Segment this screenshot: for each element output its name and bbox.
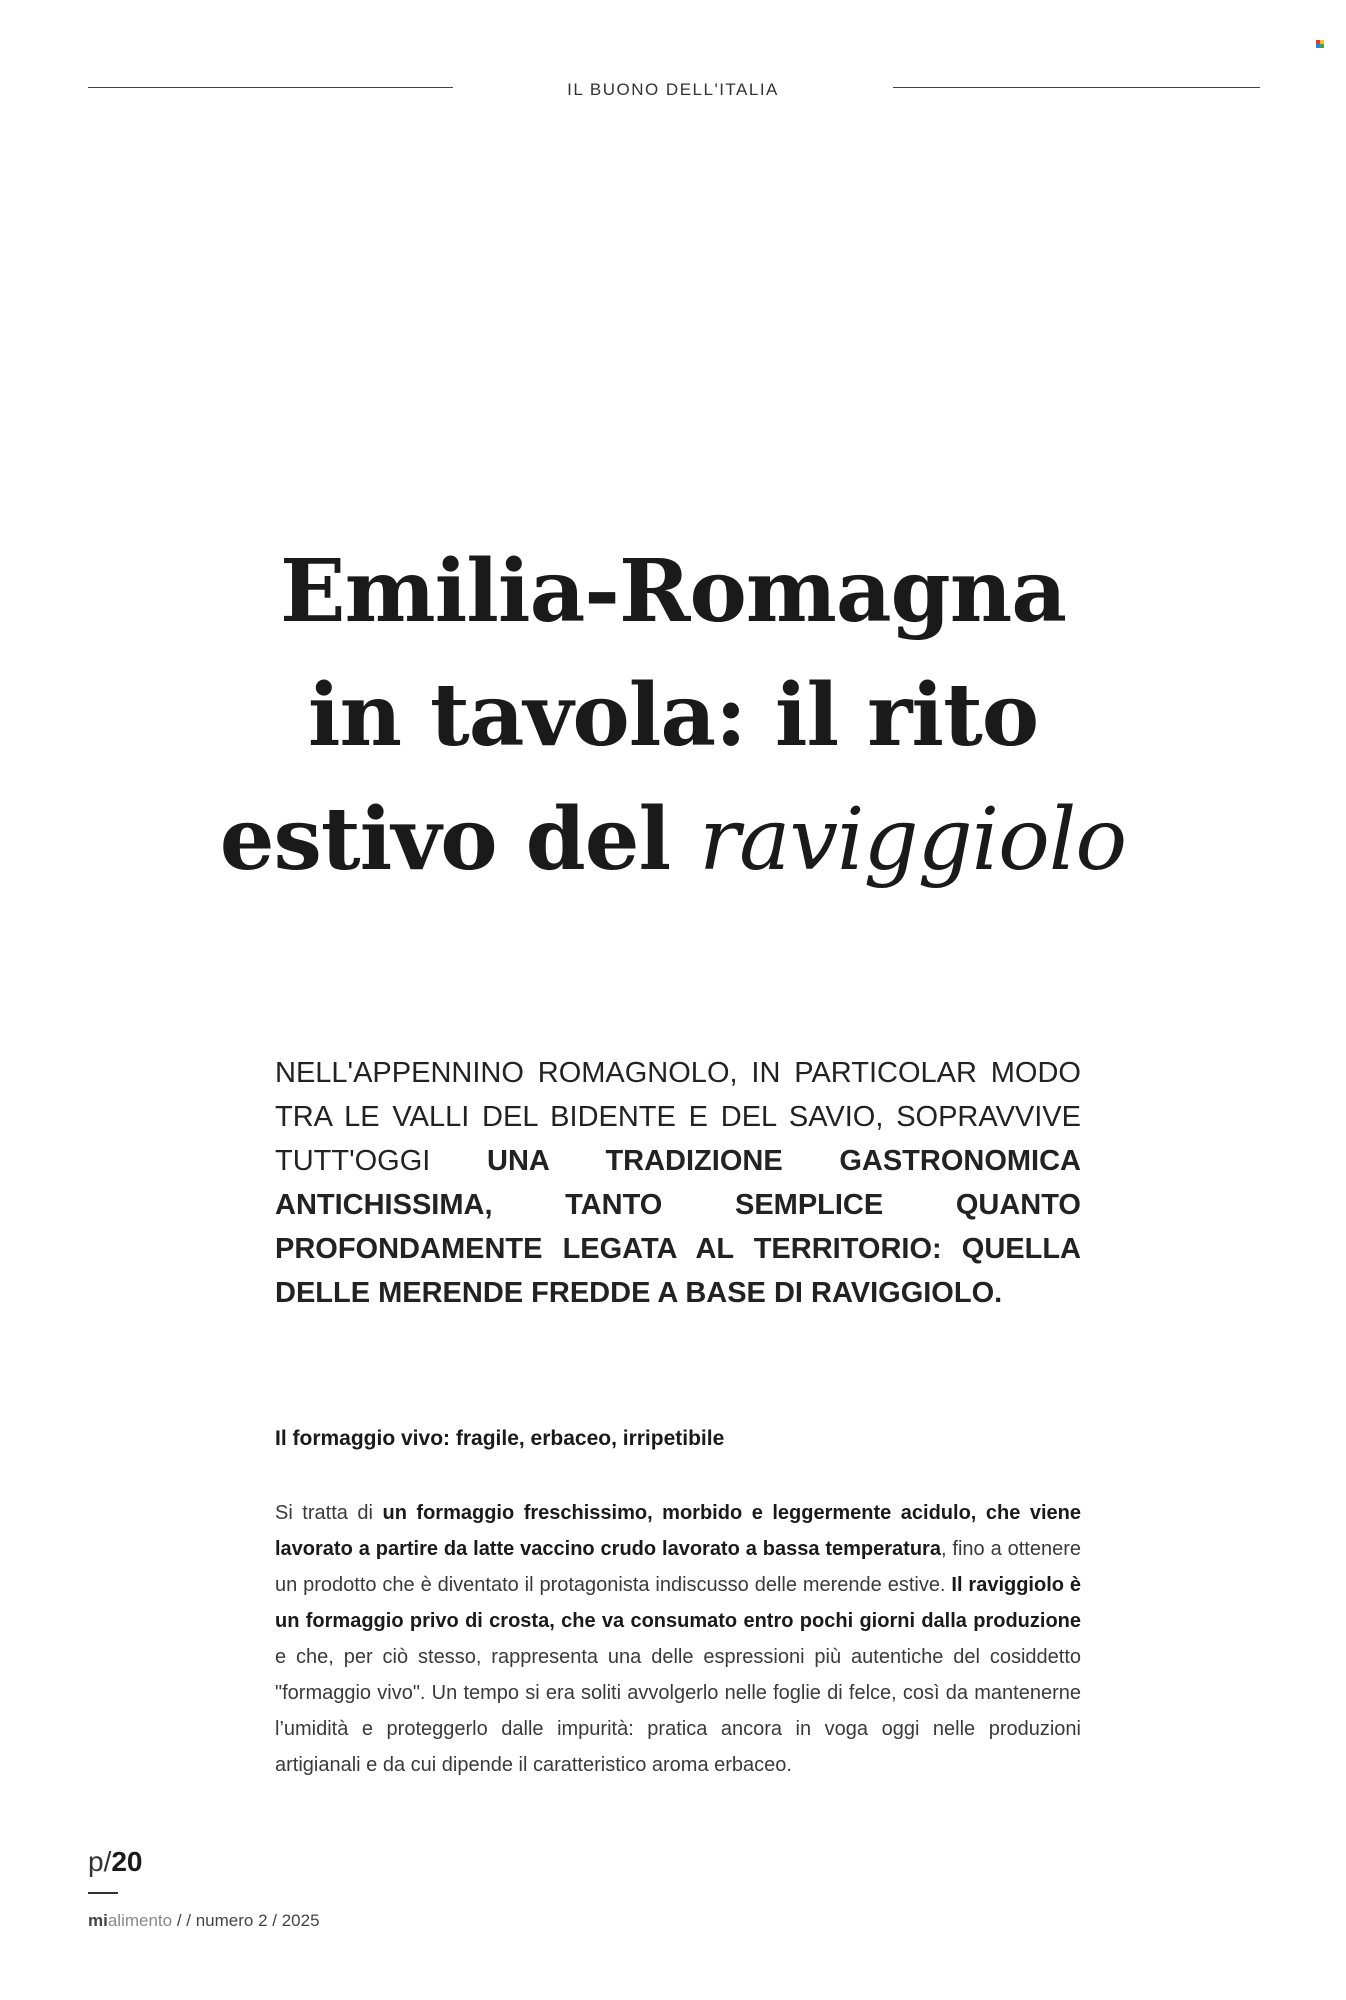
title-italic-word: raviggiolo — [699, 790, 1127, 890]
body-text-2: , fino a ottenere un prodotto che è diventato il protagonista indiscusso delle merende estive. — [275, 1538, 1081, 1596]
header-rule-left — [88, 87, 453, 88]
title-line-1: Emilia-Romagna — [280, 541, 1066, 642]
brand-mark-icon — [1316, 40, 1324, 48]
footer-issue-info — [88, 1911, 320, 1931]
section-subheading: Il formaggio vivo: fragile, erbaceo, irripetibile — [275, 1427, 725, 1450]
lead-intro: NELL'APPENNINO ROMAGNOLO, IN PARTICOLAR MODO TRA LE VALLI DEL BIDENTE E DEL SAVIO, SOPRAVVIVE TUTT'OGGI — [275, 1057, 1081, 1177]
body-text-1: Si tratta di — [275, 1502, 383, 1524]
body-bold-2: Il raviggiolo è un formaggio privo di crosta, che va consumato entro pochi giorni dalla produzione — [275, 1574, 1082, 1632]
header-rule-right — [893, 87, 1260, 88]
page-number-value: 20 — [111, 1846, 143, 1877]
title-line-2: in tavola: il rito — [307, 665, 1039, 766]
title-line-3-plain: estivo del — [219, 789, 700, 890]
body-bold-1: un formaggio freschissimo, morbido e leggermente acidulo, che viene lavorato a partire da latte vaccino crudo lavorato a bassa temperatura — [275, 1502, 1081, 1560]
page-number-prefix: p/ — [88, 1846, 112, 1877]
page-number — [88, 1846, 143, 1878]
body-paragraph — [275, 1495, 1081, 1783]
body-text-3: e che, per ciò stesso, rappresenta una delle espressioni più autentiche del cosiddetto "formaggio vivo". Un tempo si era soliti avvolgerlo nelle foglie di felce, così da mantenerne l’umidità e proteggerlo dalle impurità: pratica ancora in voga oggi nelle produzioni artigianali e da cui dipende il caratteristico aroma erbaceo. — [275, 1646, 1081, 1776]
article-title — [150, 530, 1196, 902]
footer-brand-light: alimento — [107, 1911, 173, 1930]
lead-emphasis: UNA TRADIZIONE GASTRONOMICA ANTICHISSIMA, TANTO SEMPLICE QUANTO PROFONDAMENTE LEGATA AL TERRITORIO: QUELLA DELLE MERENDE FREDDE A BASE DI RAVIGGIOLO. — [275, 1145, 1081, 1309]
footer-issue: / / numero 2 / 2025 — [172, 1911, 320, 1930]
lead-paragraph — [275, 1051, 1081, 1315]
brand-dot-green — [1320, 44, 1324, 48]
footer-brand-strong: mi — [88, 1911, 108, 1930]
page-number-rule — [88, 1892, 118, 1894]
section-label: IL BUONO DELL'ITALIA — [567, 80, 779, 99]
title-line-3 — [150, 778, 1196, 902]
